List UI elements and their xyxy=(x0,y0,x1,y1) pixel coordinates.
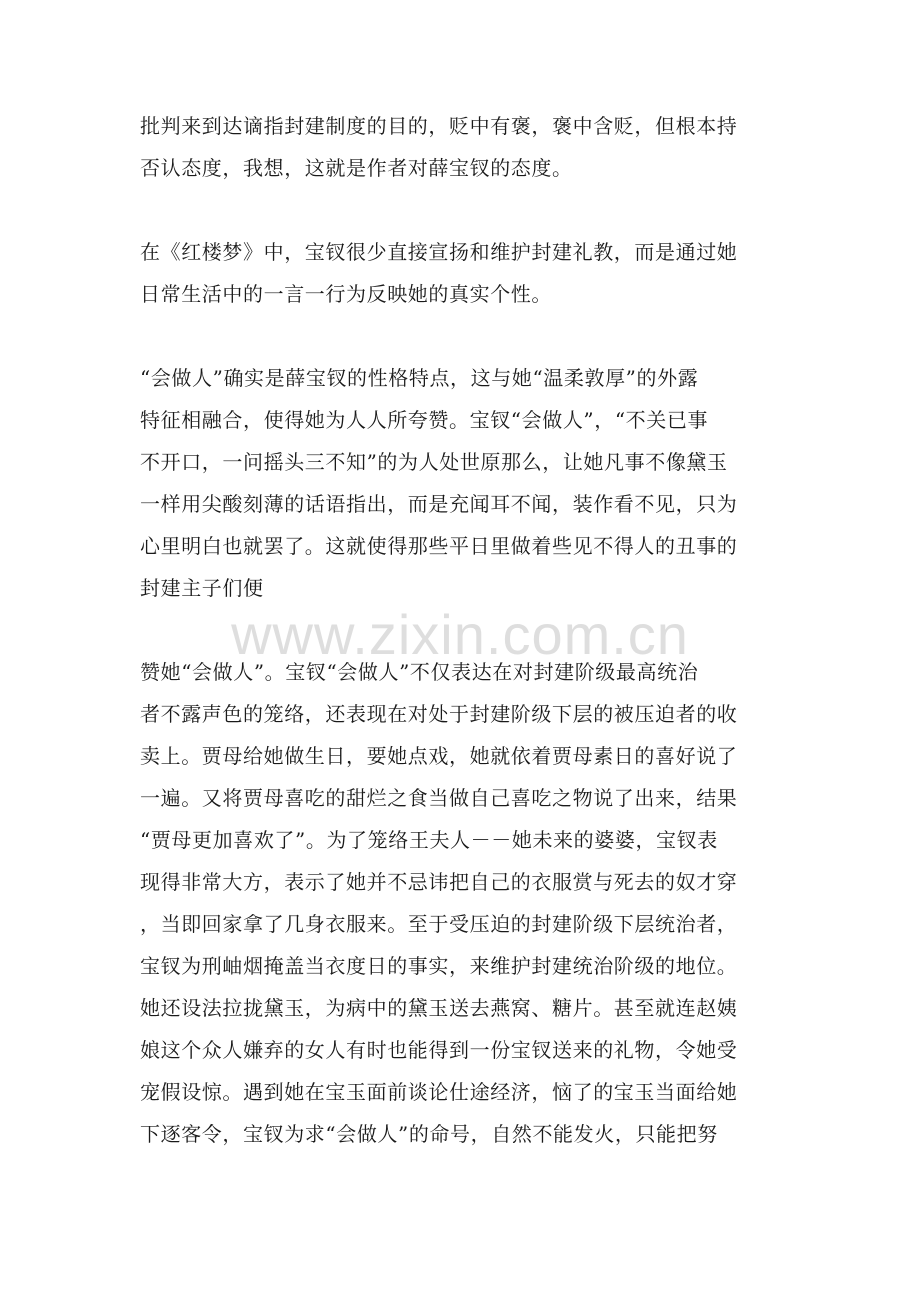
paragraph-line: 一遍。又将贾母喜吃的甜烂之食当做自己喜吃之物说了出来，结果 xyxy=(140,786,738,810)
paragraph-line: 宝钗为刑岫烟掩盖当衣度日的事实，来维护封建统治阶级的地位。 xyxy=(140,954,738,978)
paragraph-line: 宠假设惊。遇到她在宝玉面前谈论仕途经济，恼了的宝玉当面给她 xyxy=(140,1080,738,1104)
paragraph-line: 不开口，一问摇头三不知”的为人处世原那么，让她凡事不像黛玉 xyxy=(140,450,728,474)
paragraph-line: 批判来到达谪指封建制度的目的，贬中有褒，褒中含贬，但根本持 xyxy=(140,114,738,138)
paragraph-line: 封建主子们便 xyxy=(140,576,264,600)
paragraph-line: “会做人”确实是薛宝钗的性格特点，这与她“温柔敦厚”的外露 xyxy=(140,366,699,390)
paragraph-line: 心里明白也就罢了。这就使得那些平日里做着些见不得人的丑事的 xyxy=(140,534,738,558)
paragraph-line: 赞她“会做人”。宝钗“会做人”不仅表达在对封建阶级最高统治 xyxy=(140,660,699,684)
paragraph-line: 在《红楼梦》中，宝钗很少直接宣扬和维护封建礼教，而是通过她 xyxy=(140,240,738,264)
paragraph-line: 者不露声色的笼络，还表现在对处于封建阶级下层的被压迫者的收 xyxy=(140,702,738,726)
paragraph-line: 日常生活中的一言一行为反映她的真实个性。 xyxy=(140,282,552,306)
watermark: www.zixin.com.cn xyxy=(231,603,689,666)
paragraph-line: 现得非常大方，表示了她并不忌讳把自己的衣服赏与死去的奴才穿 xyxy=(140,870,738,894)
paragraph-line: 娘这个众人嫌弃的女人有时也能得到一份宝钗送来的礼物，令她受 xyxy=(140,1038,738,1062)
paragraph-line: 她还设法拉拢黛玉，为病中的黛玉送去燕窝、糖片。甚至就连赵姨 xyxy=(140,996,738,1020)
paragraph-line: 卖上。贾母给她做生日，要她点戏，她就依着贾母素日的喜好说了 xyxy=(140,744,738,768)
paragraph-line: 特征相融合，使得她为人人所夸赞。宝钗“会做人”，“不关已事 xyxy=(140,408,709,432)
paragraph-line: 否认态度，我想，这就是作者对薛宝钗的态度。 xyxy=(140,156,573,180)
paragraph-line: 一样用尖酸刻薄的话语指出，而是充闻耳不闻，装作看不见，只为 xyxy=(140,492,738,516)
paragraph-line: 下逐客令，宝钗为求“会做人”的命号，自然不能发火，只能把努 xyxy=(140,1122,718,1146)
paragraph-line: ，当即回家拿了几身衣服来。至于受压迫的封建阶级下层统治者， xyxy=(140,912,738,936)
paragraph-line: “贾母更加喜欢了”。为了笼络王夫人－－她未来的婆婆，宝钗表 xyxy=(140,828,718,852)
